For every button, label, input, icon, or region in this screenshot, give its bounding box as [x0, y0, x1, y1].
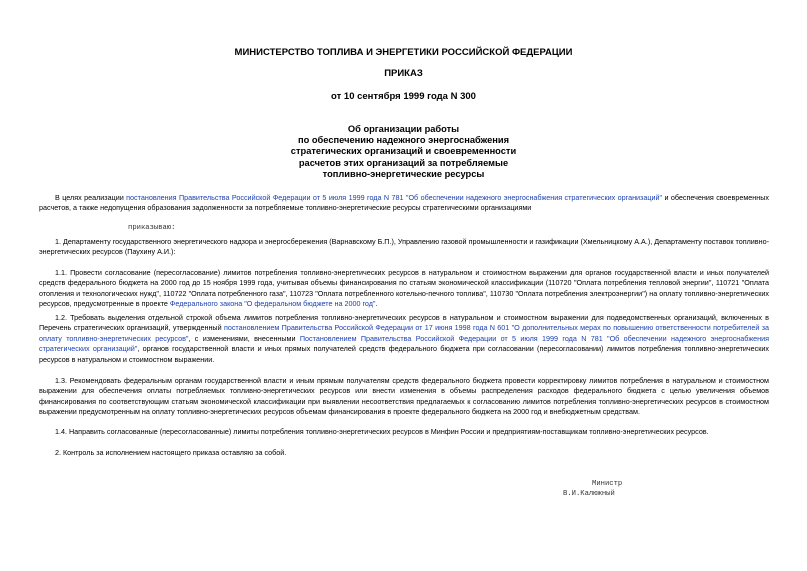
- paragraph-text: , органов государственной власти и иных прямых получателей средств федерального бюджета при согласовании (пересогласовании) лимитов потребления топливно-энергетических ресурсов в натуральном и стоимостном выражении.: [39, 344, 769, 364]
- link-resolution-781-second[interactable]: Постановлением Правительства Российской Федерации от 5 июля 1999 года N 781 "Об обеспечении надежного энергоснабжения стратегических организаций": [39, 333, 769, 354]
- link-resolution-601[interactable]: постановлением Правительства Российской Федерации от 17 июня 1998 года N 601 "О дополнительных мерах по повышению ответственности потребителей за оплату топливно-энергетических ресурсов": [39, 323, 770, 343]
- ministry-header: МИНИСТЕРСТВО ТОПЛИВА И ЭНЕРГЕТИКИ РОССИЙСКОЙ ФЕДЕРАЦИИ: [234, 47, 573, 58]
- document-date-number: от 10 сентября 1999 года N 300: [331, 91, 476, 102]
- title-line: стратегических организаций и своевременности: [290, 146, 517, 157]
- paragraph-1-4: 1.4. Направить согласованные (пересогласованные) лимиты потребления топливно-энергетических ресурсов в Минфин России и предприятиям-поставщикам топливно-энергетических ресурсов.: [55, 427, 709, 436]
- title-line: расчетов этих организаций за потребляемые: [298, 157, 509, 168]
- paragraph-2: 2. Контроль за исполнением настоящего приказа оставляю за собой.: [55, 448, 287, 457]
- document-title: [0, 124, 807, 180]
- paragraph-text: , с изменениями, внесенными: [188, 333, 300, 343]
- paragraph-1-1: [39, 268, 769, 310]
- intro-paragraph: [39, 193, 769, 214]
- intro-text: В целях реализации: [55, 193, 127, 202]
- signature-name: В.И.Калюжный: [563, 490, 615, 498]
- link-budget-law-2000[interactable]: Федерального закона "О федеральном бюджете на 2000 год": [169, 299, 376, 309]
- signature-title: Министр: [592, 480, 623, 488]
- title-line: Об организации работы: [347, 124, 460, 134]
- document-type: ПРИКАЗ: [384, 68, 423, 79]
- intro-text: и обеспечения своевременных расчетов, а также недопущения образования задолженности за потребляемые топливно-энергетические ресурсы стратегическими организациями: [39, 193, 769, 213]
- paragraph-text: 1.2. Требовать выделения отдельной строкой объема лимитов потребления топливно-энергетических ресурсов в натуральном и стоимостном выражении для подведомственных организаций, включенных в Перечень стратегических организаций, утвержденный: [39, 313, 769, 333]
- paragraph-text: 1.1. Провести согласование (пересогласование) лимитов потребления топливно-энергетических ресурсов в натуральном и стоимостном выражении для органов государственной власти и иных получателей средств федерального бюджета на 2000 год до 15 ноября 1999 года, учитывая объемы финансирования по статьям экономической классификации (110720 "Оплата потребления тепловой энергии", 110721 "Оплата отопления и технологических нужд", 110722 "Оплата потребленного газа", 110723 "Оплата потребленного котельно-печного топлива", 110730 "Оплата потребления электроэнергии") на оплату топливно-энергетических ресурсов, предусмотренные в проекте: [39, 268, 769, 309]
- prikazyvayu-label: приказываю:: [128, 224, 176, 232]
- title-line: топливно-энергетические ресурсы: [322, 168, 485, 179]
- paragraph-1-2: [39, 313, 769, 365]
- link-resolution-781[interactable]: постановления Правительства Российской Федерации от 5 июля 1999 года N 781 "Об обеспечении надежного энергоснабжения стратегических организаций": [126, 193, 663, 202]
- title-line: по обеспечению надежного энергоснабжения: [298, 135, 509, 146]
- paragraph-1-3: 1.3. Рекомендовать федеральным органам государственной власти и иным прямым получателям средств федерального бюджета провести корректировку лимитов потребления в натуральном и стоимостном выражении для обеспечения оплаты потребляемых топливно-энергетических ресурсов или внести изменения в объемы распределения расходов федерального бюджета с целью увеличения объемов финансирования по соответствующим статьям экономической классификации при выявлении несоответствия предлагаемых к согласованию лимитов потребления топливно-энергетических ресурсов в стоимостном выражении предусмотренным на оплату топливно-энергетических ресурсов объемам финансирования в проекте федерального бюджета на 2000 год и внебюджетным средствам.: [39, 376, 769, 417]
- paragraph-text: .: [375, 299, 378, 309]
- paragraph-1: 1. Департаменту государственного энергетического надзора и энергосбережения (Варнавскому Б.П.), Управлению газовой промышленности и газификации (Хмельницкому А.А.), Департаменту поставок топливно-энергетических ресурсов (Паухину А.И.):: [39, 237, 769, 257]
